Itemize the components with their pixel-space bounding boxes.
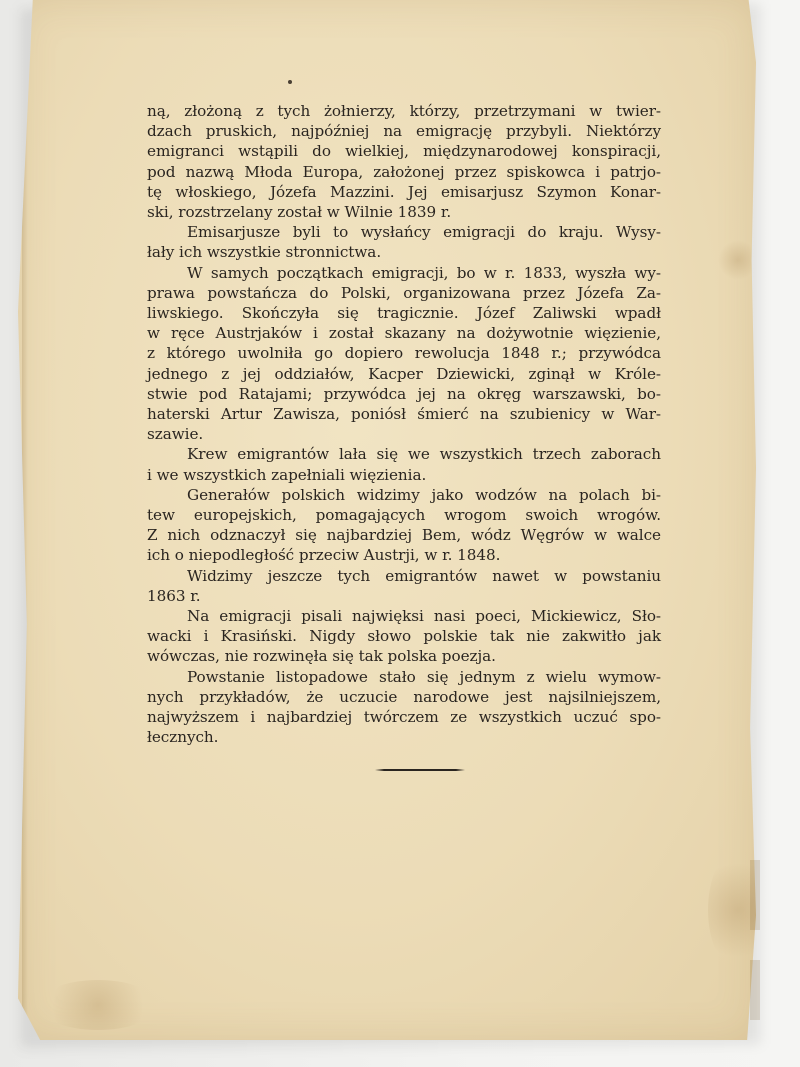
- paragraph: [147, 566, 661, 606]
- page-edge-wear: [750, 860, 760, 930]
- paragraph: [147, 101, 661, 222]
- text-line: prawa powstańcza do Polski, organizowana przez Józefa Za-: [147, 283, 661, 302]
- text-line: ski, rozstrzelany został w Wilnie 1839 r.: [147, 203, 452, 222]
- ink-speck: [288, 80, 292, 84]
- text-line: Generałów polskich widzimy jako wodzów na polach bi-: [187, 485, 661, 504]
- text-line: nych przykładów, że uczucie narodowe jest najsilniejszem,: [147, 687, 661, 706]
- text-line: w ręce Austrjaków i został skazany na dożywotnie więzienie,: [147, 324, 661, 343]
- text-line: Krew emigrantów lała się we wszystkich trzech zaborach: [187, 445, 661, 464]
- text-line: ich o niepodległość przeciw Austrji, w r. 1848.: [147, 546, 501, 565]
- text-line: tew europejskich, pomagających wrogom swoich wrogów.: [147, 506, 661, 525]
- text-line: Na emigracji pisali najwięksi nasi poeci, Mickiewicz, Sło-: [187, 607, 661, 626]
- paragraph: [147, 222, 661, 262]
- section-end-rule: [375, 769, 465, 771]
- text-line: 1863 r.: [147, 586, 201, 605]
- text-line: liwskiego. Skończyła się tragicznie. Józef Zaliwski wpadł: [147, 304, 661, 323]
- text-line: Z nich odznaczył się najbardziej Bem, wódz Węgrów w walce: [147, 526, 661, 545]
- paragraph: [147, 606, 661, 667]
- text-line: najwyższem i najbardziej twórczem ze wszystkich uczuć spo-: [147, 708, 661, 727]
- paragraph: [147, 444, 661, 484]
- text-line: dzach pruskich, najpóźniej na emigrację przybyli. Niektórzy: [147, 122, 661, 141]
- text-line: Powstanie listopadowe stało się jednym z wielu wymow-: [187, 667, 661, 686]
- text-line: stwie pod Ratajami; przywódca jej na okręg warszawski, bo-: [147, 384, 661, 403]
- paper-stain: [38, 980, 158, 1030]
- text-line: Emisarjusze byli to wysłańcy emigracji do kraju. Wysy-: [187, 223, 661, 242]
- text-line: z którego uwolniła go dopiero rewolucja 1848 r.; przywódca: [147, 344, 661, 363]
- text-line: jednego z jej oddziałów, Kacper Dziewicki, zginął w Króle-: [147, 364, 661, 383]
- text-line: wówczas, nie rozwinęła się tak polska poezja.: [147, 647, 496, 666]
- text-line: łały ich wszystkie stronnictwa.: [147, 243, 382, 262]
- page-text-block: [147, 101, 661, 748]
- text-line: ną, złożoną z tych żołnierzy, którzy, przetrzymani w twier-: [147, 102, 661, 120]
- text-line: pod nazwą Młoda Europa, założonej przez spiskowca i patrjo-: [147, 162, 661, 181]
- paragraph: [147, 263, 661, 445]
- text-line: szawie.: [147, 425, 204, 444]
- text-line: łecznych.: [147, 728, 219, 747]
- page-edge-wear: [750, 960, 760, 1020]
- text-line: i we wszystkich zapełniali więzienia.: [147, 465, 427, 484]
- text-line: tę włoskiego, Józefa Mazzini. Jej emisarjusz Szymon Konar-: [147, 182, 661, 201]
- paragraph: [147, 667, 661, 748]
- text-line: W samych początkach emigracji, bo w r. 1833, wyszła wy-: [187, 263, 661, 282]
- text-line: haterski Artur Zawisza, poniósł śmierć na szubienicy w War-: [147, 405, 661, 424]
- text-line: wacki i Krasiński. Nigdy słowo polskie tak nie zakwitło jak: [147, 627, 661, 646]
- text-line: emigranci wstąpili do wielkiej, międzynarodowej konspiracji,: [147, 142, 661, 161]
- text-line: Widzimy jeszcze tych emigrantów nawet w powstaniu: [187, 566, 661, 585]
- paragraph: [147, 485, 661, 566]
